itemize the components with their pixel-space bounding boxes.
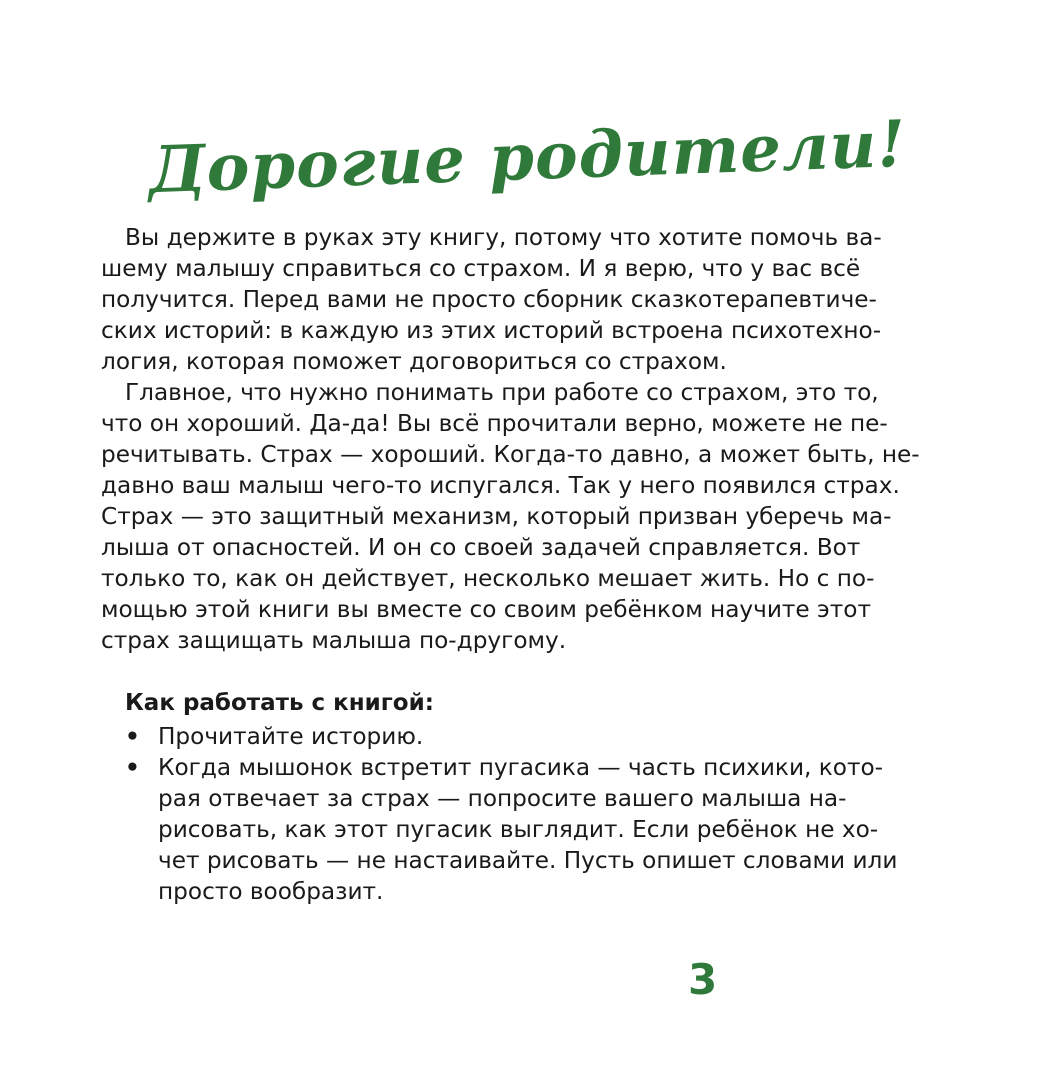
list-item [125, 752, 905, 907]
page-title: Дорогие родители! [147, 106, 908, 209]
paragraph-line: мощью этой книги вы вместе со своим ребёнком научите этот [101, 596, 871, 623]
fear-paragraph [101, 377, 920, 656]
paragraph-line: только то, как он действует, несколько мешает жить. Но с по- [101, 565, 875, 592]
paragraph-line: Вы держите в руках эту книгу, потому что хотите помочь ва- [125, 224, 882, 251]
instructions-list [125, 721, 905, 907]
paragraph-line: страх защищать малыша по-другому. [101, 627, 567, 654]
list-item [125, 721, 905, 752]
bullet-icon: • [125, 723, 140, 750]
paragraph-line: получится. Перед вами не просто сборник сказкотерапевтиче- [101, 286, 877, 313]
list-line: просто вообразит. [158, 878, 384, 905]
paragraph-line: ских историй: в каждую из этих историй встроена психотехно- [101, 317, 882, 344]
paragraph-line: логия, которая поможет договориться со страхом. [101, 348, 727, 375]
paragraph-line: лыша от опасностей. И он со своей задачей справляется. Вот [101, 534, 861, 561]
bullet-icon: • [125, 754, 140, 781]
paragraph-line: что он хороший. Да-да! Вы всё прочитали верно, можете не пе- [101, 410, 888, 437]
list-line: Прочитайте историю. [158, 723, 424, 750]
list-line: рая отвечает за страх — попросите вашего малыша на- [158, 785, 847, 812]
list-line: рисовать, как этот пугасик выглядит. Если ребёнок не хо- [158, 816, 879, 843]
paragraph-line: Страх — это защитный механизм, который призван уберечь ма- [101, 503, 892, 530]
list-line: чет рисовать — не настаивайте. Пусть опишет словами или [158, 847, 898, 874]
page-number: 3 [688, 955, 718, 1004]
paragraph-line: речитывать. Страх — хороший. Когда-то давно, а может быть, не- [101, 441, 920, 468]
intro-paragraph [101, 222, 905, 377]
paragraph-line: Главное, что нужно понимать при работе со страхом, это то, [125, 379, 879, 406]
how-to-heading: Как работать с книгой: [125, 690, 434, 716]
paragraph-line: давно ваш малыш чего-то испугался. Так у него появился страх. [101, 472, 900, 499]
paragraph-line: шему малышу справиться со страхом. И я верю, что у вас всё [101, 255, 861, 282]
list-line: Когда мышонок встретит пугасика — часть психики, кото- [158, 754, 884, 781]
